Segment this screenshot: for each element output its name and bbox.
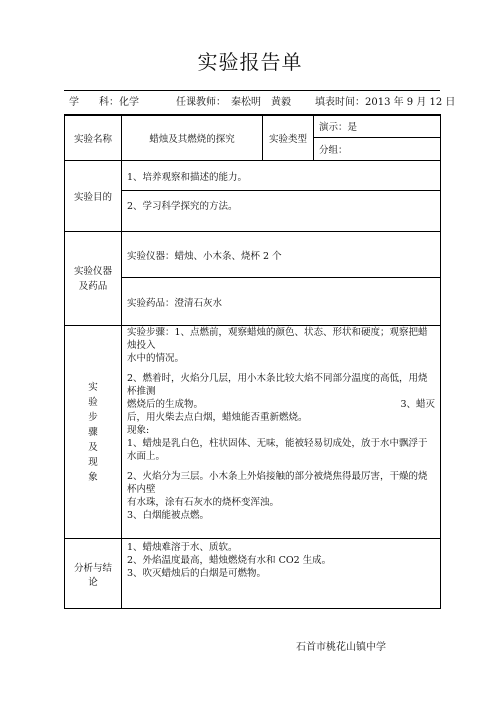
steps-label-char: 步 [88,411,98,423]
subject-field: 学 科：化学 [69,97,139,108]
steps-line: 后，用火柴去点白烟，蜡烛能否重新燃烧。 [127,412,308,423]
reagents-cell: 实验药品：澄清石灰水 [122,278,441,326]
steps-label-char: 现 [88,456,98,468]
experiment-name-label: 实验名称 [65,115,122,161]
school-name: 石首市桃花山镇中学 [296,642,386,653]
steps-label-char: 实 [88,381,98,393]
conclusion-item: 1、蜡烛难溶于水、质软。 [127,542,238,553]
materials-label-line1: 实验仪器 [73,265,112,277]
page-title: 实验报告单 [197,50,303,74]
header-row [64,90,456,116]
experiment-name-value: 蜡烛及其燃烧的探究 [122,115,263,161]
experiment-type-group: 分组： [314,138,441,161]
teacher-field: 任课教师： 秦松明 黄毅 [176,97,291,108]
steps-line: 水中的情况。 [127,353,185,364]
steps-line: 1、蜡烛是乳白色，柱状固体、无味，能被轻易切成处，放于水中飘浮于水面上。 [127,438,428,462]
materials-label-line2: 及药品 [78,280,108,292]
conclusion-item: 3、吹灭蜡烛后的白烟是可燃物。 [127,568,267,579]
conclusion-item: 2、外焰温度最高，蜡烛燃烧有水和 CO2 生成。 [127,555,332,566]
steps-line: 2、燃着时，火焰分几层，用小木条比较大焰不同部分温度的高低，用烧杯推测 [127,373,428,397]
steps-line: 燃烧后的生成物。 [127,399,204,410]
instruments-cell: 实验仪器：蜡烛、小木条、烧杯 2 个 [122,232,441,278]
materials-label [65,232,122,326]
steps-label-char: 及 [88,441,98,453]
conclusion-content [122,539,441,609]
steps-line: 2、火焰分为三层。小木条上外焰接触的部分被烧焦得最厉害，干燥的烧杯内壁 [127,471,428,495]
steps-line: 实验步骤：1、点燃前，观察蜡烛的颜色、状态、形状和硬度；观察把蜡烛投入 [127,327,428,351]
conclusion-label: 分析与结论 [65,539,122,609]
experiment-type-label: 实验类型 [263,115,314,161]
purpose-item-2: 2、学习科学探究的方法。 [122,191,441,232]
report-table [64,114,441,609]
steps-line: 3、白烟能被点燃。 [127,510,210,521]
experiment-type-demo: 演示：是 [314,115,441,138]
purpose-label: 实验目的 [65,161,122,232]
steps-label [65,326,122,539]
steps-line-with-aside [127,398,435,411]
steps-line-aside: 3、蜡灭 [400,399,435,410]
steps-line: 现象: [127,425,150,436]
steps-label-char: 象 [88,471,98,483]
purpose-item-1: 1、培养观察和描述的能力。 [122,161,441,191]
date-field: 填表时间：2013 年 9 月 12 日 [315,97,456,108]
steps-label-char: 验 [88,396,98,408]
steps-label-char: 骤 [88,426,98,438]
steps-content [122,326,441,539]
steps-line: 有水珠，涂有石灰水的烧杯变浑浊。 [127,497,280,508]
